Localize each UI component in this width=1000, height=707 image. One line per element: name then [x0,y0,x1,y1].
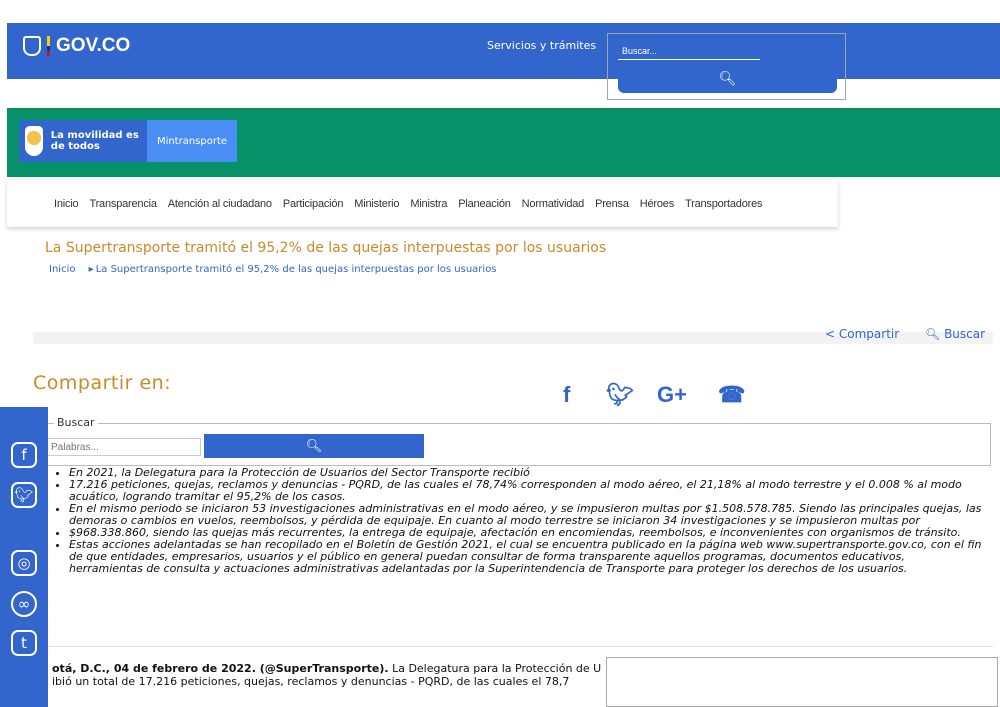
twitter-icon[interactable]: 🐦︎ [606,382,634,407]
search-icon: 🔍︎ [925,327,941,341]
body-lead-rest: La Delegatura para la Protección de U [388,662,602,675]
article-body [52,662,606,692]
article-summary [52,467,982,575]
share-icon: < [825,327,836,341]
body-lead-bold: otá, D.C., 04 de febrero de 2022. (@SuperTransporte). [52,662,389,675]
chevron-right-icon: ▸ [88,264,94,275]
gov-logo[interactable] [23,35,130,57]
search-tool-label: Buscar [944,327,986,341]
nav-item-transportadores[interactable]: Transportadores [685,197,763,210]
keywords-search-button[interactable] [204,434,424,458]
shield-icon [23,36,41,56]
google-plus-icon[interactable]: G+ [657,382,687,407]
breadcrumb-current: La Supertransporte tramitó el 95,2% de las quejas interpuestas por los usuarios [95,264,497,275]
share-tool-label: Compartir [838,327,900,341]
keywords-input[interactable] [46,438,201,456]
nav-item-prensa[interactable]: Prensa [595,197,629,210]
social-sidebar [0,407,48,707]
summary-item: • En el mismo periodo se iniciaron 53 investigaciones administrativas en el modo aéreo, y se impusieron multas por $1.508.578.785. Siendo las principales quejas, las demoras o cambios en vuelos, reembolsos, y pérdida de equipaje. En cuanto al modo terrestre se iniciaron 34 investigaciones y se impusieron multas por [69,503,982,527]
brand-tagline: La movilidad es de todos [50,130,139,152]
nav-item-heroes[interactable]: Héroes [639,197,674,210]
page-title: La Supertransporte tramitó el 95,2% de las quejas interpuestas por los usuarios [45,240,607,256]
share-heading: Compartir en: [33,372,172,394]
nav-item-planeacion[interactable]: Planeación [458,197,511,210]
search-legend: Buscar [54,416,98,429]
whatsapp-icon[interactable]: ☎ [718,382,746,407]
gov-top-bar [7,23,1000,79]
search-icon: 🔍︎ [718,71,737,87]
nav-item-ministra[interactable]: Ministra [410,197,448,210]
brand-bar [7,108,1000,177]
youtube-icon[interactable]: t [11,630,37,656]
gov-logo-text: GOV.CO [56,35,131,56]
search-fieldset [33,416,991,466]
nav-item-normatividad[interactable]: Normatividad [521,197,585,210]
breadcrumb [49,264,497,275]
nav-item-inicio[interactable]: Inicio [54,197,79,210]
nav-item-ministerio[interactable]: Ministerio [354,197,400,210]
gov-search-input[interactable] [618,42,760,60]
breadcrumb-home[interactable]: Inicio [49,264,76,275]
body-line: ibió un total de 17.216 peticiones, quejas, reclamos y denuncias - PQRD, de las cuales el 78,7 [52,675,570,688]
facebook-icon[interactable]: f [11,442,37,468]
twitter-icon[interactable]: 🐦︎ [11,482,37,508]
nav-item-atencion[interactable]: Atención al ciudadano [167,197,272,210]
summary-item: • En 2021, la Delegatura para la Protección de Usuarios del Sector Transporte recibió [69,467,982,479]
nav-item-transparencia[interactable]: Transparencia [89,197,157,210]
coat-of-arms-icon [25,126,43,156]
divider [33,646,993,647]
share-tool[interactable] [825,327,899,341]
gov-search-button[interactable] [618,65,837,93]
side-widget [606,657,998,707]
nav-item-participacion[interactable]: Participación [282,197,344,210]
services-link[interactable]: Servicios y trámites [487,39,597,52]
gov-search-form [607,33,846,100]
flickr-icon[interactable]: ∞ [11,591,37,617]
summary-item: • Estas acciones adelantadas se han recopilado en el Boletín de Gestión 2021, el cual se encuentra publicado en la página web www.supertransporte.gov.co, con el fin de que entidades, empresarios, usuarios y el público en general puedan consultar de forma transparente aquellos programas, documentos educativos, herramientas de consulta y actuaciones administrativas adelantadas por la Superintendencia de Transporte para proteger los derechos de los usuarios. [69,539,982,575]
search-icon: 🔍︎ [305,438,323,454]
entity-name[interactable]: Mintransporte [147,120,237,162]
search-tool[interactable] [925,327,985,341]
instagram-icon[interactable]: ◎ [11,550,37,576]
summary-item: • 17.216 peticiones, quejas, reclamos y denuncias - PQRD, de las cuales el 78,74% corresponden al modo aéreo, el 21,18% al modo terrestre y el 0.008 % al modo acuático, logrando tramitar el 95,2% de los casos. [69,479,982,503]
brand-logo[interactable] [19,120,147,162]
flag-stripe-icon [47,36,50,56]
summary-item: • $968.338.860, siendo las quejas más recurrentes, la entrega de equipaje, afectación en encomiendas, reembolsos, e inconvenientes con organismos de tránsito. [69,527,982,539]
facebook-icon[interactable]: f [563,382,571,407]
main-nav [7,180,838,227]
